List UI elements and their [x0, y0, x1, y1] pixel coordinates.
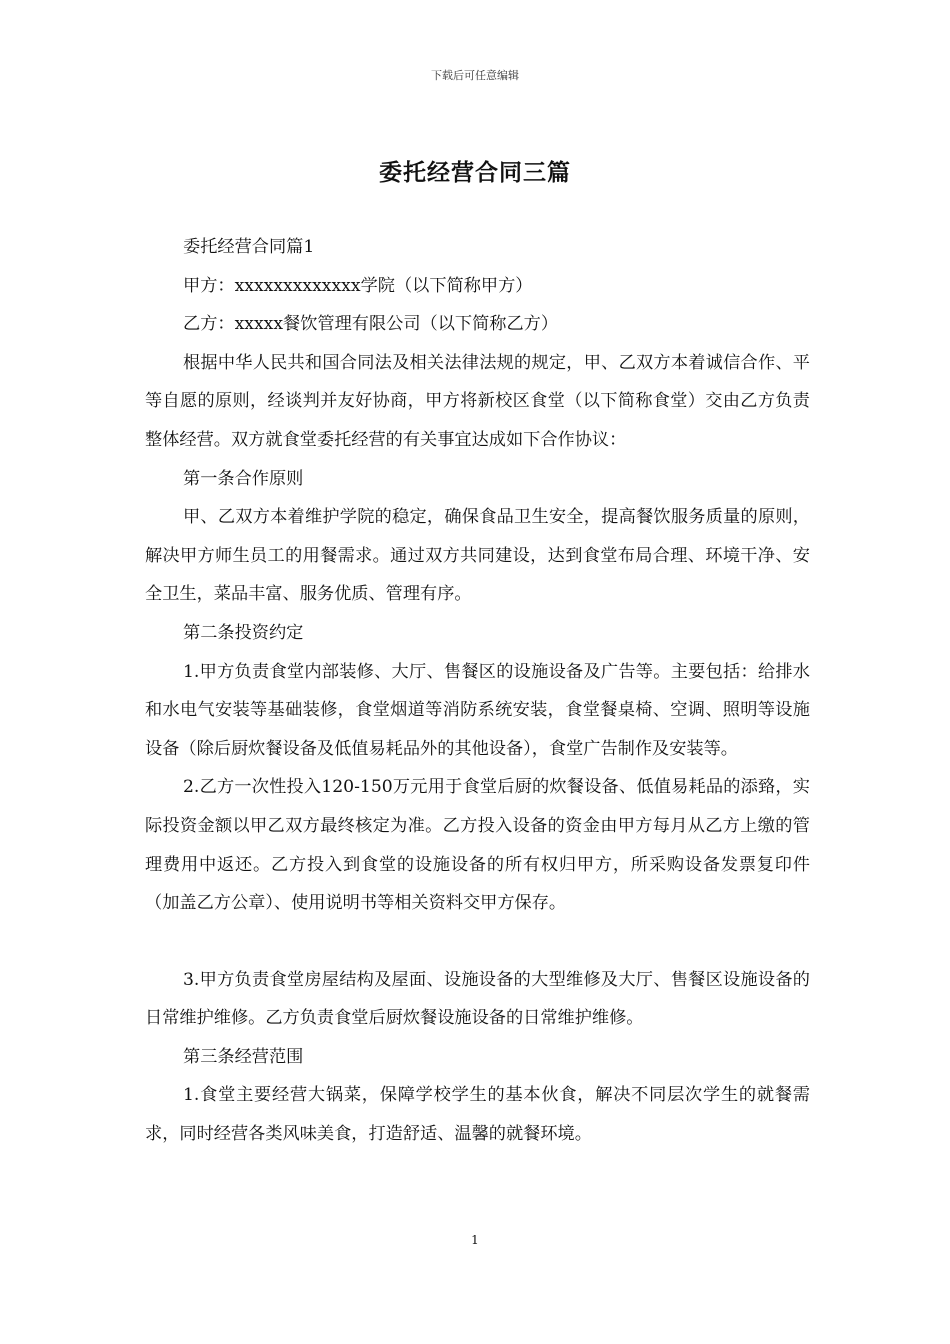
document-title: 委托经营合同三篇 — [379, 159, 571, 186]
page-header-note: 下载后可任意编辑 — [431, 69, 519, 82]
article-1-paragraph: 甲、乙双方本着维护学院的稳定，确保食品卫生安全，提高餐饮服务质量的原则，解决甲方师生员工的用餐需求。通过双方共同建设，达到食堂布局合理、环境干净、安全卫生，菜品丰富、服务优质、管理有序。 — [145, 507, 810, 605]
article-2-clause-1: 1.甲方负责食堂内部装修、大厅、售餐区的设施设备及广告等。主要包括：给排水和水电气安装等基础装修，食堂烟道等消防系统安装，食堂餐桌椅、空调、照明等设施设备（除后厨炊餐设备及低值易耗品外的其他设备），食堂广告制作及安装等。 — [145, 661, 810, 759]
article-2-heading: 第二条投资约定 — [183, 622, 304, 643]
article-3-clause-1: 1.食堂主要经营大锅菜，保障学校学生的基本伙食，解决不同层次学生的就餐需求，同时经营各类风味美食，打造舒适、温馨的就餐环境。 — [145, 1085, 810, 1145]
section-heading: 委托经营合同篇1 — [183, 237, 315, 257]
page-number: 1 — [471, 1233, 479, 1247]
article-2-clause-2: 2.乙方一次性投入120-150万元用于食堂后厨的炊餐设备、低值易耗品的添臵，实际投资金额以甲乙双方最终核定为准。乙方投入设备的资金由甲方每月从乙方上缴的管理费用中返还。乙方投入到食堂的设施设备的所有权归甲方，所采购设备发票复印件（加盖乙方公章）、使用说明书等相关资料交甲方保存。 — [145, 777, 810, 914]
article-2-clause-3: 3.甲方负责食堂房屋结构及屋面、设施设备的大型维修及大厅、售餐区设施设备的日常维护维修。乙方负责食堂后厨炊餐设施设备的日常维护维修。 — [145, 969, 810, 1029]
document-body — [145, 228, 810, 1154]
party-a-line: 甲方：xxxxxxxxxxxxx学院（以下简称甲方） — [183, 275, 533, 296]
preamble-paragraph: 根据中华人民共和国合同法及相关法律法规的规定，甲、乙双方本着诚信合作、平等自愿的原则，经谈判并友好协商，甲方将新校区食堂（以下简称食堂）交由乙方负责整体经营。双方就食堂委托经营的有关事宜达成如下合作协议： — [145, 352, 810, 450]
party-b-line: 乙方：xxxxx餐饮管理有限公司（以下简称乙方） — [183, 314, 559, 335]
article-3-heading: 第三条经营范围 — [183, 1046, 304, 1067]
article-1-heading: 第一条合作原则 — [183, 468, 304, 489]
